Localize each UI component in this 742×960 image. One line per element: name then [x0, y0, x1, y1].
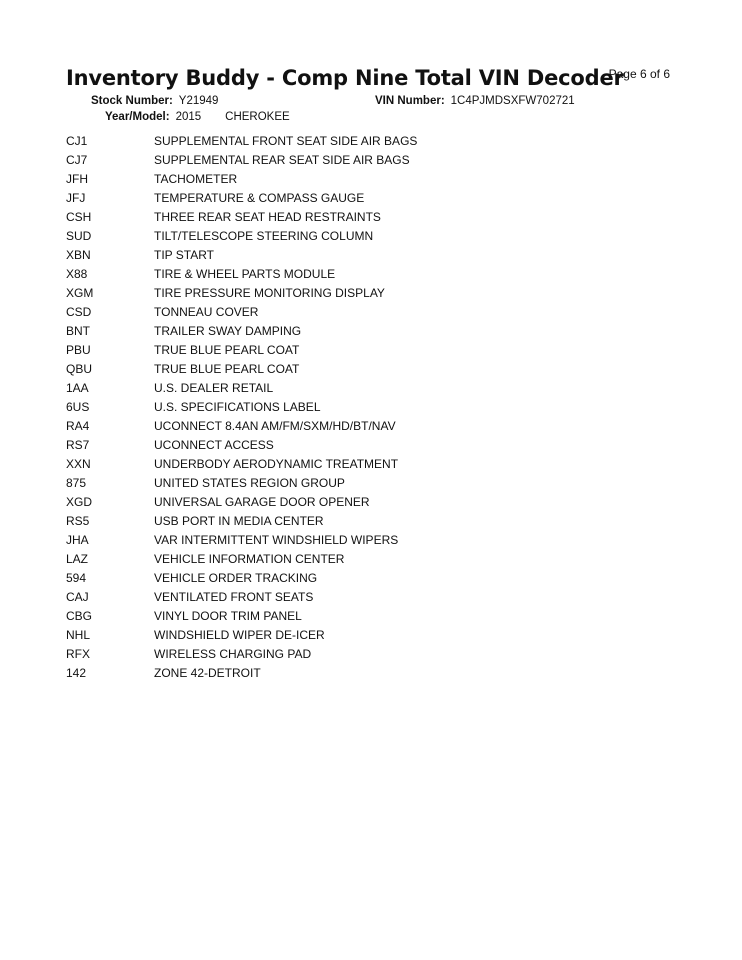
option-code: CSH — [66, 210, 92, 224]
option-description: TEMPERATURE & COMPASS GAUGE — [154, 191, 365, 205]
option-code: CJ1 — [66, 134, 88, 148]
option-description: TIP START — [154, 248, 215, 262]
vin-number-field — [375, 95, 575, 107]
option-code: SUD — [66, 229, 92, 243]
option-code: XGD — [66, 495, 93, 509]
option-code: RS7 — [66, 438, 90, 452]
page-number: Page 6 of 6 — [608, 67, 670, 81]
option-code: QBU — [66, 362, 93, 376]
option-description: U.S. SPECIFICATIONS LABEL — [154, 400, 321, 414]
option-row — [66, 132, 417, 151]
option-code: 875 — [66, 476, 87, 490]
document-title: Inventory Buddy - Comp Nine Total VIN Decoder — [66, 66, 624, 90]
option-code: XGM — [66, 286, 94, 300]
option-row — [66, 436, 417, 455]
option-description: UNIVERSAL GARAGE DOOR OPENER — [154, 495, 370, 509]
option-row — [66, 265, 417, 284]
option-code: 1AA — [66, 381, 89, 395]
option-code: JHA — [66, 533, 89, 547]
option-description: ZONE 42-DETROIT — [154, 666, 261, 680]
option-description: TRUE BLUE PEARL COAT — [154, 362, 300, 376]
option-description: UCONNECT ACCESS — [154, 438, 274, 452]
year-model-field — [105, 111, 290, 123]
option-code: 142 — [66, 666, 87, 680]
option-code: CSD — [66, 305, 92, 319]
stock-number-label: Stock Number: — [91, 95, 173, 107]
option-code: 594 — [66, 571, 87, 585]
option-code: PBU — [66, 343, 91, 357]
option-description: VINYL DOOR TRIM PANEL — [154, 609, 302, 623]
option-row — [66, 208, 417, 227]
option-description: USB PORT IN MEDIA CENTER — [154, 514, 324, 528]
option-description: UNITED STATES REGION GROUP — [154, 476, 345, 490]
option-row — [66, 474, 417, 493]
option-code: CJ7 — [66, 153, 88, 167]
option-code: X88 — [66, 267, 88, 281]
option-row — [66, 550, 417, 569]
option-row — [66, 588, 417, 607]
option-description: VEHICLE INFORMATION CENTER — [154, 552, 345, 566]
option-description: THREE REAR SEAT HEAD RESTRAINTS — [154, 210, 381, 224]
option-description: TRUE BLUE PEARL COAT — [154, 343, 300, 357]
option-row — [66, 284, 417, 303]
option-row — [66, 512, 417, 531]
option-row — [66, 151, 417, 170]
vin-number-value: 1C4PJMDSXFW702721 — [450, 95, 575, 107]
option-description: TRAILER SWAY DAMPING — [154, 324, 302, 338]
option-code: 6US — [66, 400, 90, 414]
option-code: XXN — [66, 457, 91, 471]
option-row — [66, 379, 417, 398]
option-code-list — [66, 132, 417, 683]
option-row — [66, 645, 417, 664]
option-description: TONNEAU COVER — [154, 305, 259, 319]
option-row — [66, 531, 417, 550]
option-code: JFH — [66, 172, 88, 186]
option-row — [66, 455, 417, 474]
option-description: VEHICLE ORDER TRACKING — [154, 571, 318, 585]
option-row — [66, 189, 417, 208]
option-row — [66, 322, 417, 341]
option-row — [66, 170, 417, 189]
option-description: TIRE & WHEEL PARTS MODULE — [154, 267, 336, 281]
option-description: UNDERBODY AERODYNAMIC TREATMENT — [154, 457, 399, 471]
option-row — [66, 664, 417, 683]
option-row — [66, 569, 417, 588]
model-value: CHEROKEE — [225, 111, 290, 123]
stock-number-value: Y21949 — [178, 95, 219, 107]
option-code: CBG — [66, 609, 93, 623]
option-row — [66, 626, 417, 645]
option-description: SUPPLEMENTAL REAR SEAT SIDE AIR BAGS — [154, 153, 410, 167]
option-code: NHL — [66, 628, 91, 642]
option-code: CAJ — [66, 590, 89, 604]
option-row — [66, 398, 417, 417]
option-row — [66, 417, 417, 436]
year-model-label: Year/Model: — [105, 111, 170, 123]
option-code: RS5 — [66, 514, 90, 528]
option-description: VENTILATED FRONT SEATS — [154, 590, 314, 604]
vin-number-label: VIN Number: — [375, 95, 445, 107]
option-row — [66, 360, 417, 379]
option-code: LAZ — [66, 552, 89, 566]
option-description: WIRELESS CHARGING PAD — [154, 647, 312, 661]
option-code: JFJ — [66, 191, 86, 205]
option-description: TILT/TELESCOPE STEERING COLUMN — [154, 229, 374, 243]
option-row — [66, 246, 417, 265]
option-description: TIRE PRESSURE MONITORING DISPLAY — [154, 286, 385, 300]
option-row — [66, 341, 417, 360]
option-row — [66, 227, 417, 246]
option-row — [66, 493, 417, 512]
option-code: XBN — [66, 248, 91, 262]
option-row — [66, 607, 417, 626]
option-description: WINDSHIELD WIPER DE-ICER — [154, 628, 325, 642]
stock-number-field — [91, 95, 218, 107]
option-description: U.S. DEALER RETAIL — [154, 381, 274, 395]
option-description: TACHOMETER — [154, 172, 238, 186]
option-code: RA4 — [66, 419, 90, 433]
option-description: VAR INTERMITTENT WINDSHIELD WIPERS — [154, 533, 399, 547]
option-description: UCONNECT 8.4AN AM/FM/SXM/HD/BT/NAV — [154, 419, 396, 433]
year-value: 2015 — [175, 111, 202, 123]
option-code: RFX — [66, 647, 90, 661]
option-code: BNT — [66, 324, 90, 338]
option-row — [66, 303, 417, 322]
option-description: SUPPLEMENTAL FRONT SEAT SIDE AIR BAGS — [154, 134, 418, 148]
